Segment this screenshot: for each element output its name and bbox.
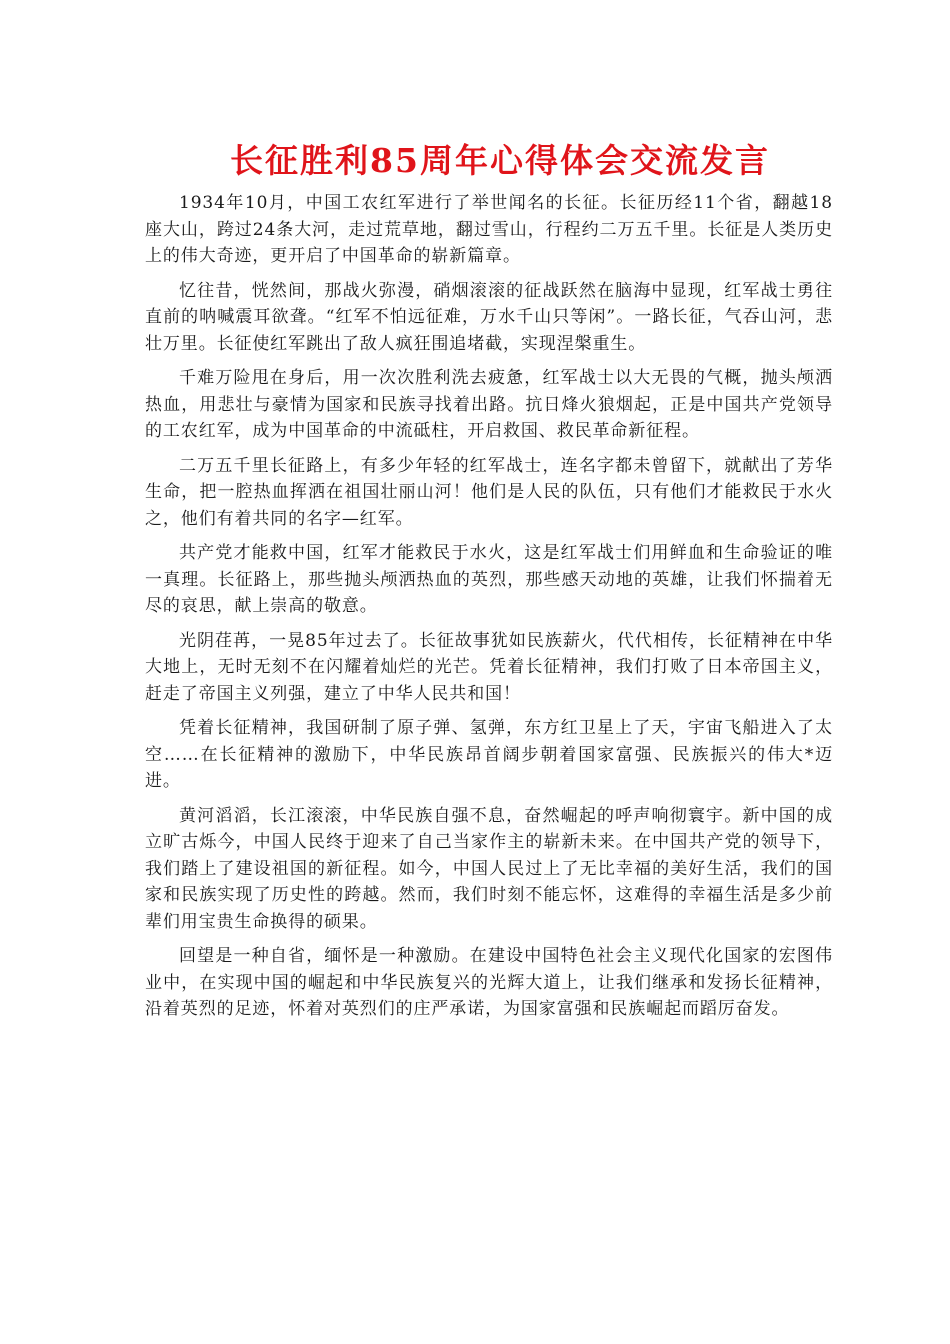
- document-title: 长征胜利85周年心得体会交流发言: [230, 141, 770, 180]
- document-body: [145, 190, 833, 1031]
- paragraph: 共产党才能救中国，红军才能救民于水火，这是红军战士们用鲜血和生命验证的唯一真理。长征路上，那些抛头颅洒热血的英烈，那些感天动地的英雄，让我们怀揣着无尽的哀思，献上崇高的敬意。: [145, 543, 833, 616]
- paragraph: 凭着长征精神，我国研制了原子弹、氢弹，东方红卫星上了天，宇宙飞船进入了太空……在长征精神的激励下，中华民族昂首阔步朝着国家富强、民族振兴的伟大*迈进。: [145, 718, 833, 791]
- paragraph: 千难万险甩在身后，用一次次胜利洗去疲惫，红军战士以大无畏的气概，抛头颅洒热血，用悲壮与豪情为国家和民族寻找着出路。抗日烽火狼烟起，正是中国共产党领导的工农红军，成为中国革命的中流砥柱，开启救国、救民革命新征程。: [145, 368, 833, 441]
- paragraph: 忆往昔，恍然间，那战火弥漫，硝烟滚滚的征战跃然在脑海中显现，红军战士勇往直前的呐喊震耳欲聋。“红军不怕远征难，万水千山只等闲”。一路长征，气吞山河，悲壮万里。长征使红军跳出了敌人疯狂围追堵截，实现涅槃重生。: [145, 280, 833, 354]
- paragraph: 光阴荏苒，一晃85年过去了。长征故事犹如民族薪火，代代相传，长征精神在中华大地上，无时无刻不在闪耀着灿烂的光芒。凭着长征精神，我们打败了日本帝国主义，赶走了帝国主义列强，建立了中华人民共和国！: [145, 630, 833, 704]
- paragraph: 1934年10月，中国工农红军进行了举世闻名的长征。长征历经11个省，翻越18座大山，跨过24条大河，走过荒草地，翻过雪山，行程约二万五千里。长征是人类历史上的伟大奇迹，更开启了中国革命的崭新篇章。: [145, 193, 833, 266]
- paragraph: 二万五千里长征路上，有多少年轻的红军战士，连名字都未曾留下，就献出了芳华生命，把一腔热血挥洒在祖国壮丽山河！他们是人民的队伍，只有他们才能救民于水火之，他们有着共同的名字—红军。: [145, 455, 833, 529]
- paragraph: 黄河滔滔，长江滚滚，中华民族自强不息，奋然崛起的呼声响彻寰宇。新中国的成立旷古烁今，中国人民终于迎来了自己当家作主的崭新未来。在中国共产党的领导下，我们踏上了建设祖国的新征程。如今，中国人民过上了无比幸福的美好生活，我们的国家和民族实现了历史性的跨越。然而，我们时刻不能忘怀，这难得的幸福生活是多少前辈们用宝贵生命换得的硕果。: [145, 805, 833, 932]
- paragraph: 回望是一种自省，缅怀是一种激励。在建设中国特色社会主义现代化国家的宏图伟业中，在实现中国的崛起和中华民族复兴的光辉大道上，让我们继承和发扬长征精神，沿着英烈的足迹，怀着对英烈们的庄严承诺，为国家富强和民族崛起而蹈厉奋发。: [145, 946, 833, 1019]
